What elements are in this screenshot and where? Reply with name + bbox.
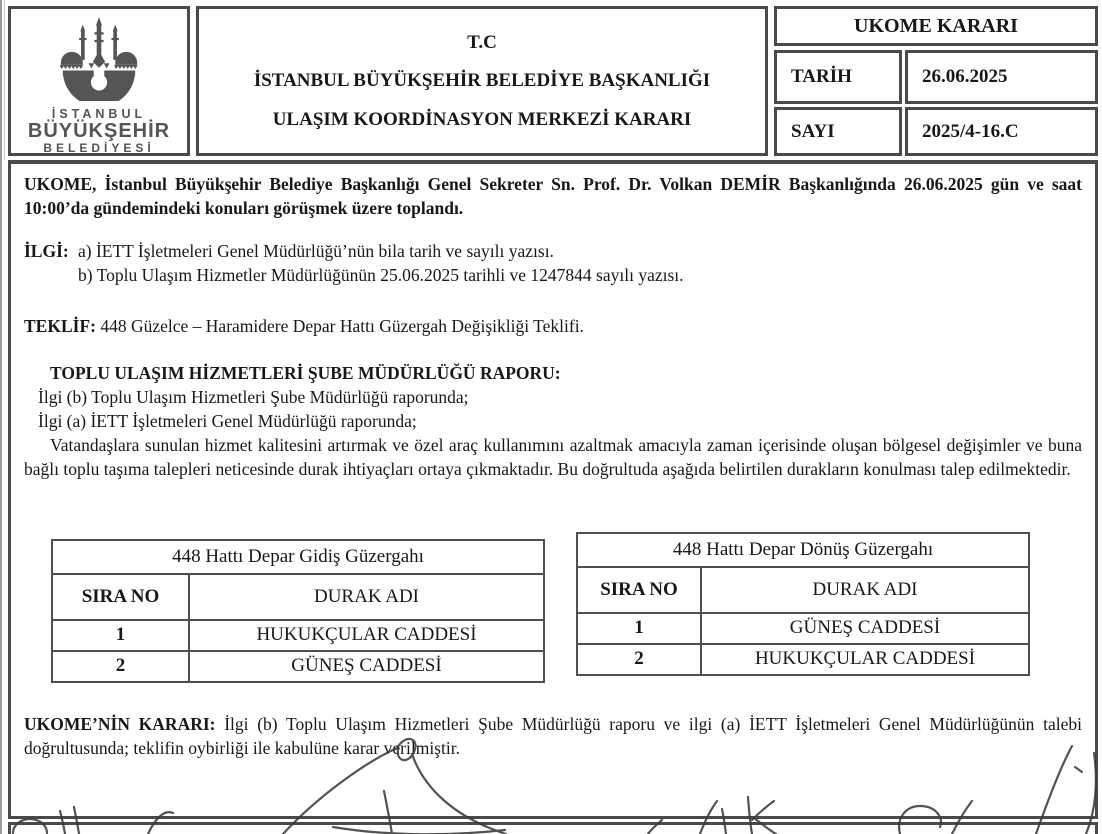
col-header-durak-adi: DURAK ADI <box>701 567 1029 613</box>
reference-item-b: b) Toplu Ulaşım Hizmetler Müdürlüğünün 25.06.2025 tarihli ve 1247844 sayılı yazısı. <box>78 264 684 285</box>
stop-name: HUKUKÇULAR CADDESİ <box>701 644 1029 675</box>
logo-box <box>8 6 190 156</box>
stop-name: GÜNEŞ CADDESİ <box>189 651 544 682</box>
header-title-tc: T.C <box>467 31 497 53</box>
route-table-return <box>576 532 1030 676</box>
header-title-baskanlik: İSTANBUL BÜYÜKŞEHİR BELEDİYE BAŞKANLIĞI <box>253 70 711 91</box>
document-body <box>8 160 1098 819</box>
info-date-label: TARİH <box>774 50 902 104</box>
report-line-1: İlgi (b) Toplu Ulaşım Hizmetleri Şube Müdürlüğü raporunda; <box>38 386 469 407</box>
col-header-durak-adi: DURAK ADI <box>189 574 544 620</box>
table-row <box>577 644 1029 675</box>
reference-label: İLGİ: <box>24 240 69 261</box>
logo-line-buyuksehir: BÜYÜKŞEHİR <box>27 120 171 143</box>
col-header-sira-no: SIRA NO <box>52 574 189 620</box>
report-heading: TOPLU ULAŞIM HİZMETLERİ ŞUBE MÜDÜRLÜĞÜ RAPORU: <box>50 362 561 383</box>
col-header-sira-no: SIRA NO <box>577 567 701 613</box>
decision-paragraph <box>24 713 1082 761</box>
reference-lines <box>78 240 1082 288</box>
row-number: 1 <box>577 613 701 644</box>
reference-section <box>24 240 1082 288</box>
row-number: 1 <box>52 620 189 651</box>
report-paragraph: Vatandaşlara sunulan hizmet kalitesini artırmak ve özel araç kullanımını azaltmak amacıyla zaman içerisinde oluşan bölgesel değişimler ve buna bağlı toplu taşıma talepleri neticesinde durak ihtiyaçları ortaya çıkmaktadır. Bu doğrultuda aşağıda belirtilen durakların konulması talep edilmektedir. <box>24 434 1082 479</box>
route-table-departure <box>51 539 545 683</box>
signature-section-box <box>8 822 1098 834</box>
stop-name: HUKUKÇULAR CADDESİ <box>189 620 544 651</box>
info-number-value: 2025/4-16.C <box>905 107 1098 156</box>
info-number-label: SAYI <box>774 107 902 156</box>
table-title-departure: 448 Hattı Depar Gidiş Güzergahı <box>52 540 544 574</box>
logo-line-istanbul: İSTANBUL <box>51 107 147 121</box>
info-date-value: 26.06.2025 <box>905 50 1098 104</box>
logo-text <box>28 108 170 155</box>
opening-paragraph: UKOME, İstanbul Büyükşehir Belediye Başkanlığı Genel Sekreter Sn. Prof. Dr. Volkan DEMİR Başkanlığında 26.06.2025 gün ve saat 10:00’da gündemindeki konuları görüşmek üzere toplandı. <box>24 174 1082 218</box>
logo-line-belediyesi: BELEDİYESİ <box>43 141 155 156</box>
reference-item-a: a) İETT İşletmeleri Genel Müdürlüğü’nün bila tarih ve sayılı yazısı. <box>78 240 554 261</box>
proposal-text: 448 Güzelce – Haramidere Depar Hattı Güzergah Değişikliği Teklifi. <box>95 315 584 336</box>
route-tables <box>24 532 1082 683</box>
header-title-ukome: ULAŞIM KOORDİNASYON MERKEZİ KARARI <box>272 108 692 130</box>
table-row <box>52 620 544 651</box>
row-number: 2 <box>52 651 189 682</box>
row-number: 2 <box>577 644 701 675</box>
ibb-municipality-logo-icon <box>51 17 147 106</box>
info-title-cell: UKOME KARARI <box>774 6 1098 46</box>
scan-edge-line <box>0 0 2 834</box>
scan-edge-line-2 <box>4 0 5 160</box>
stop-name: GÜNEŞ CADDESİ <box>701 613 1029 644</box>
table-title-return: 448 Hattı Depar Dönüş Güzergahı <box>577 533 1029 567</box>
proposal-line <box>24 315 1082 339</box>
proposal-label: TEKLİF: <box>24 315 96 336</box>
table-row <box>577 613 1029 644</box>
decision-label: UKOME’NİN KARARI: <box>24 713 216 734</box>
table-row <box>52 651 544 682</box>
report-line-2: İlgi (a) İETT İşletmeleri Genel Müdürlüğü raporunda; <box>38 410 417 431</box>
decision-text: İlgi (b) Toplu Ulaşım Hizmetleri Şube Müdürlüğü raporu ve ilgi (a) İETT İşletmeleri Genel Müdürlüğünün talebi doğrultusunda; teklifin oybirliği ile kabulüne karar verilmiştir. <box>24 713 1082 758</box>
header-title-box <box>196 6 768 156</box>
